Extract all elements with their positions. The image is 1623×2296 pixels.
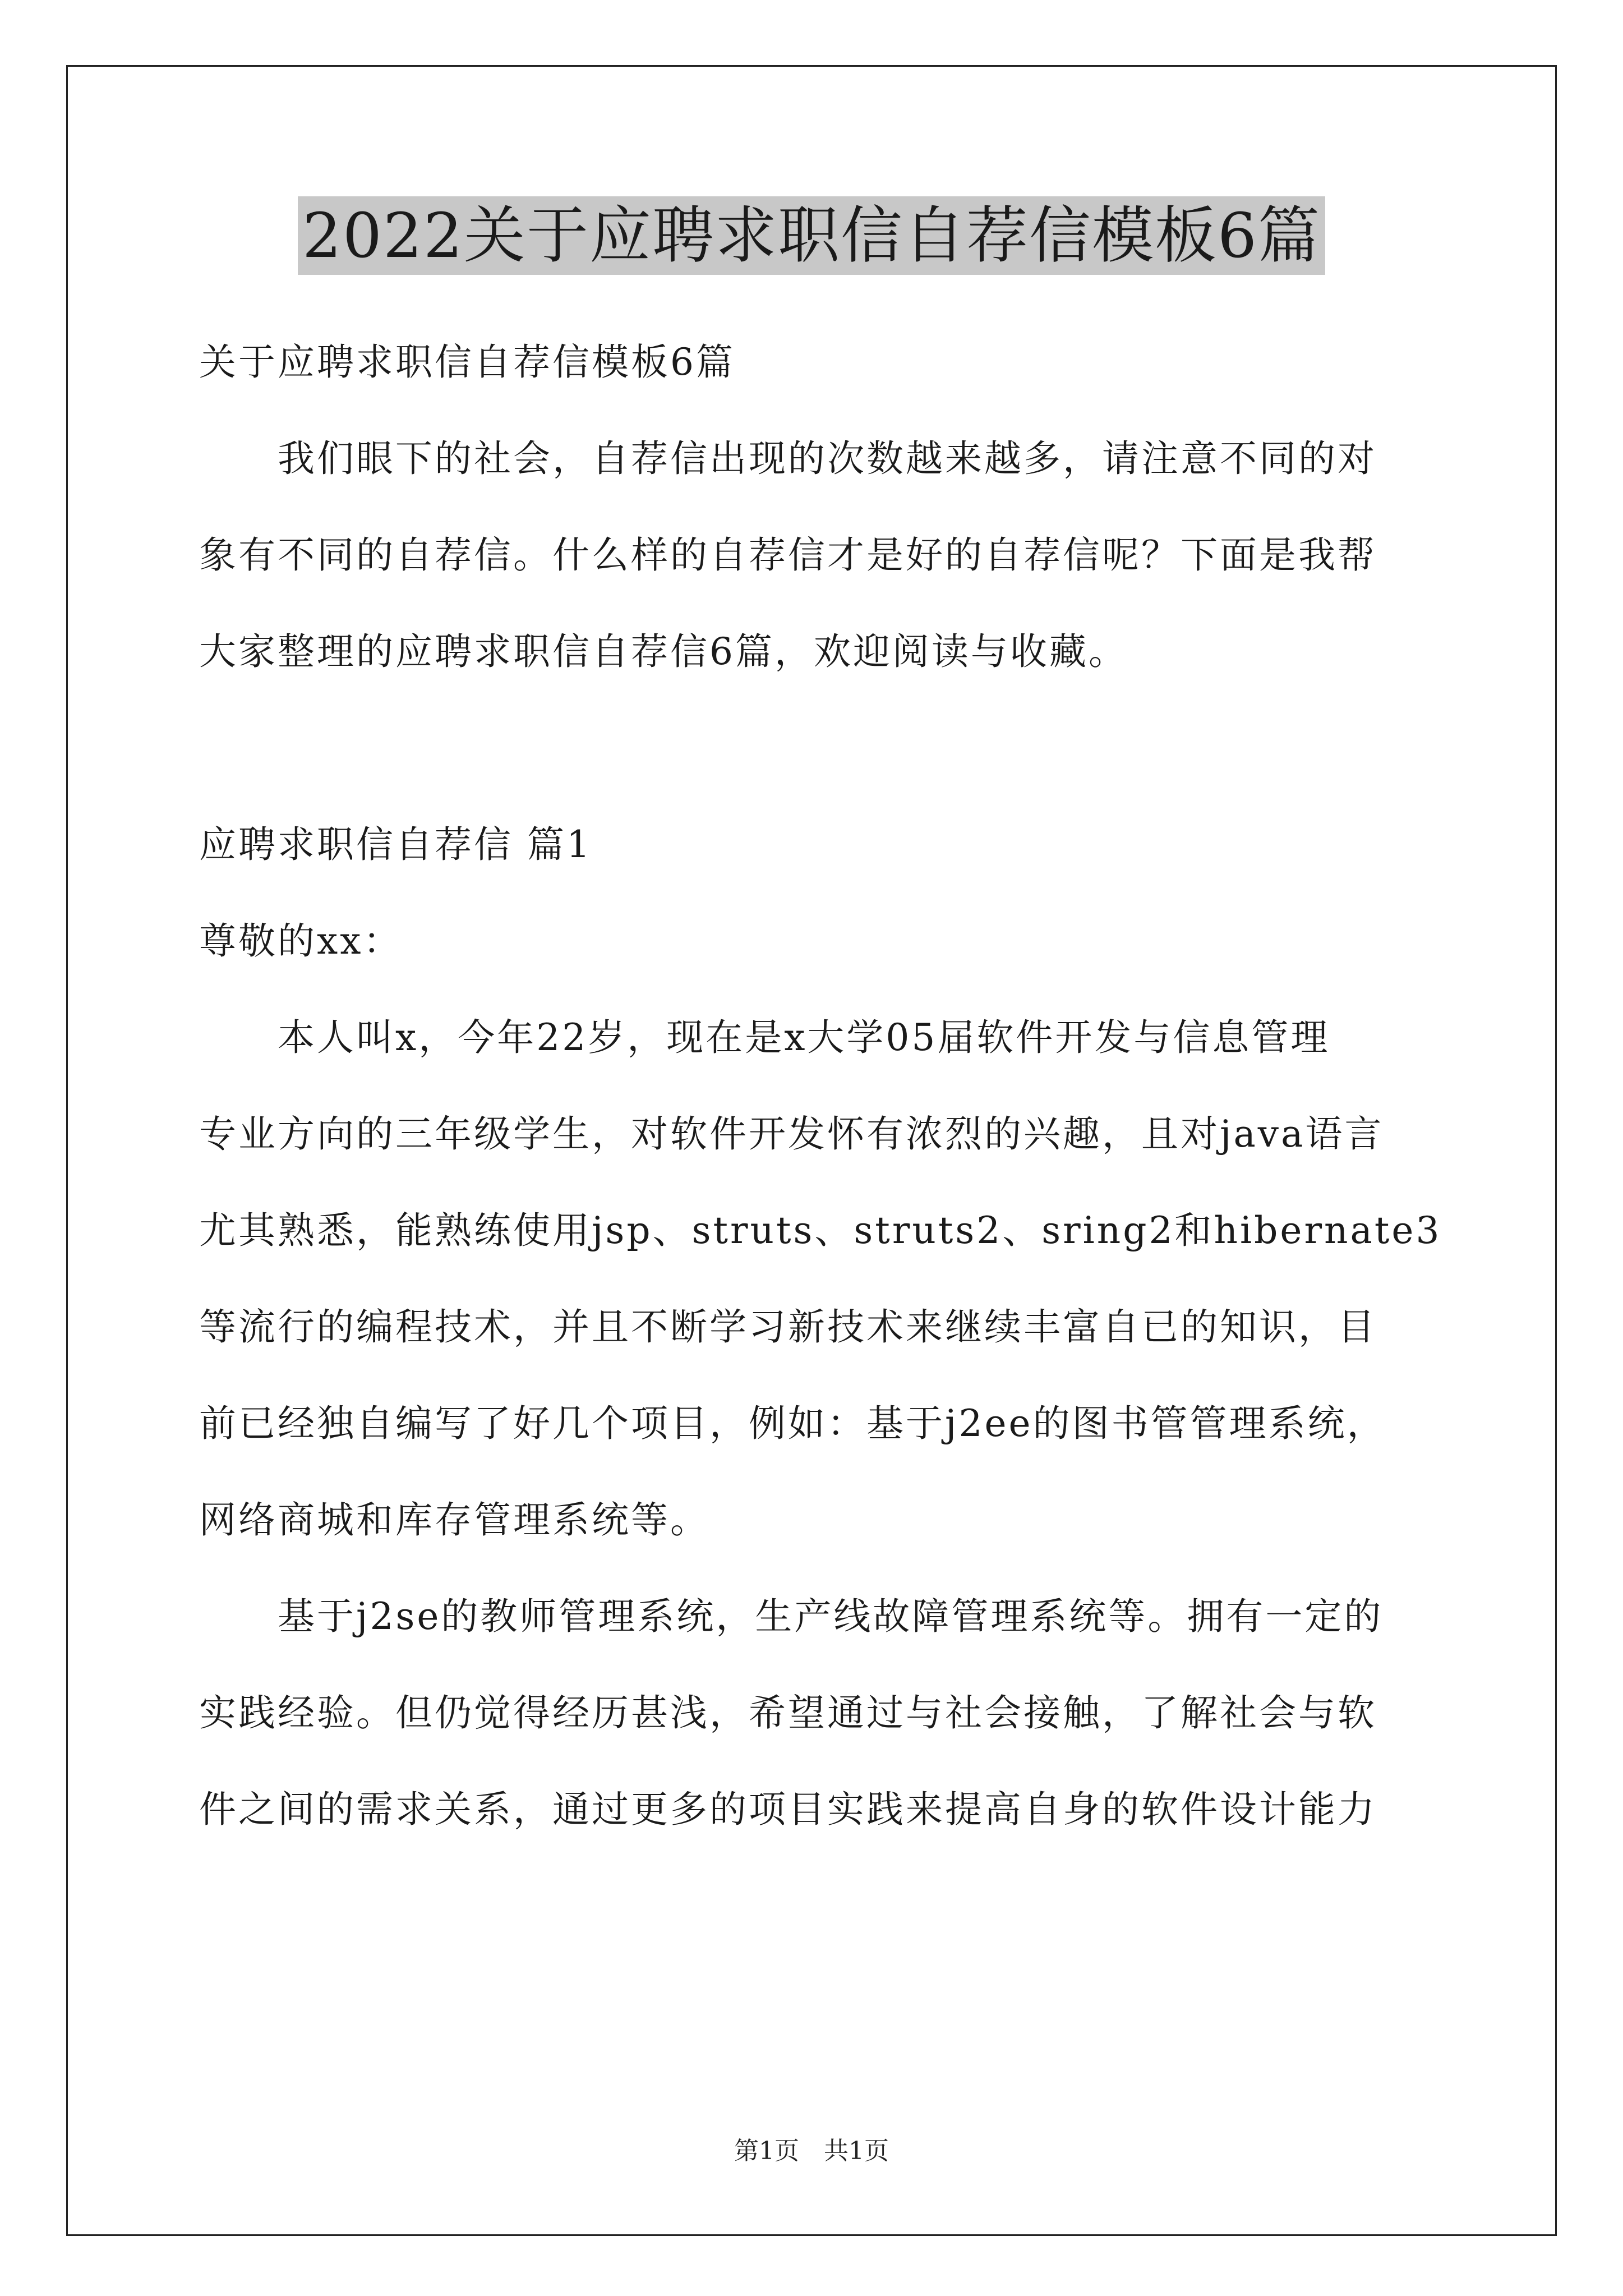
section-heading: 应聘求职信自荐信 篇1 <box>199 823 592 866</box>
paragraph-line: 本人叫x，今年22岁，现在是x大学05届软件开发与信息管理 <box>278 1016 1330 1059</box>
document-body <box>199 314 1442 1858</box>
intro-line: 我们眼下的社会，自荐信出现的次数越来越多，请注意不同的对 <box>278 437 1377 480</box>
document-title: 2022关于应聘求职信自荐信模板6篇 <box>298 196 1325 275</box>
spacer <box>199 700 1433 797</box>
paragraph-line: 等流行的编程技术，并且不断学习新技术来继续丰富自已的知识，目 <box>199 1305 1377 1349</box>
paragraph-line: 实践经验。但仍觉得经历甚浅，希望通过与社会接触，了解社会与软 <box>199 1691 1377 1734</box>
intro-line: 大家整理的应聘求职信自荐信6篇，欢迎阅读与收藏。 <box>199 630 1128 673</box>
paragraph-line: 件之间的需求关系，通过更多的项目实践来提高自身的软件设计能力 <box>199 1788 1377 1831</box>
paragraph-line: 专业方向的三年级学生，对软件开发怀有浓烈的兴趣，且对java语言 <box>199 1112 1384 1156</box>
paragraph-line: 前已经独自编写了好几个项目，例如：基于j2ee的图书管管理系统， <box>199 1402 1386 1445</box>
salutation: 尊敬的xx： <box>199 919 403 963</box>
paragraph-line: 网络商城和库存管理系统等。 <box>199 1498 709 1542</box>
paragraph-line: 基于j2se的教师管理系统，生产线故障管理系统等。拥有一定的 <box>278 1595 1384 1638</box>
title-container <box>0 196 1623 275</box>
subtitle: 关于应聘求职信自荐信模板6篇 <box>199 341 735 384</box>
paragraph-line: 尤其熟悉，能熟练使用jsp、struts、struts2、sring2和hibernate3 <box>199 1209 1442 1252</box>
page-footer: 第1页 共1页 <box>734 2137 889 2165</box>
intro-line: 象有不同的自荐信。什么样的自荐信才是好的自荐信呢？下面是我帮 <box>199 533 1377 577</box>
